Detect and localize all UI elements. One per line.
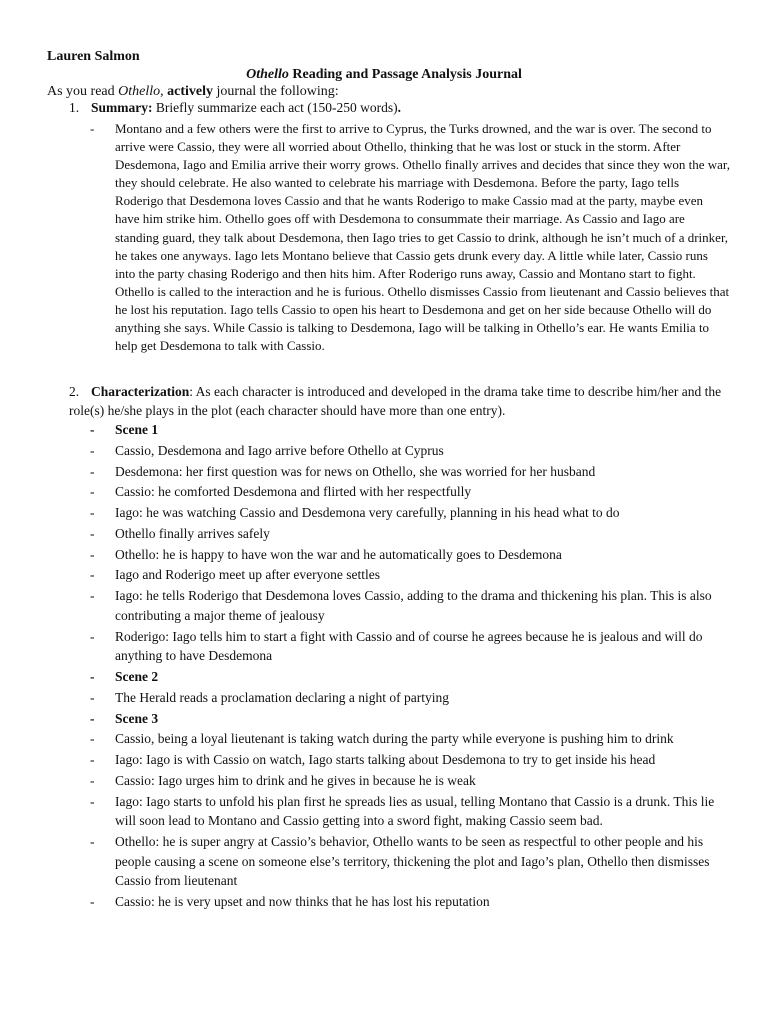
list-item-text: Iago: Iago is with Cassio on watch, Iago starts talking about Desdemona to try to get inside his head xyxy=(115,752,656,768)
list-item xyxy=(90,771,730,791)
question-label: Characterization xyxy=(91,384,190,399)
intro-book: Othello xyxy=(118,84,161,99)
scene-heading xyxy=(90,709,730,729)
intro-bold: actively xyxy=(167,84,214,99)
question-text: : As each character is introduced and developed in the drama take time to describe him/her and the role(s) he/she plays in the plot (each character should have more than one entry). xyxy=(69,384,722,418)
bullet-dash: - xyxy=(90,669,95,684)
list-item-text: The Herald reads a proclamation declaring a night of partying xyxy=(115,689,449,705)
summary-text: Montano and a few others were the first to arrive to Cyprus, the Turks drowned, and the war is over. The second to arrive were Cassio, they were all worried about Othello, thinking that he was lost or stuck in the storm. After Desdemona, Iago and Emilia arrive their worry grows. Othello finally arrives and decides that since they won the war, they should celebrate. He also wanted to celebrate his marriage with Desdemona. Before the party, Iago tells Roderigo that Desdemona loves Cassio and that he wants Roderigo to make Cassio mad at the party, maybe even have him strike him. Othello goes off with Desdemona to consummate their marriage. As Cassio and Iago are standing guard, they talk about Desdemona, then Iago tries to get Cassio to drink, although he isn’t much of a drinker, he takes one anyways. Iago lets Montano believe that Cassio gets drunk every day. A little while later, Cassio runs into the party chasing Roderigo and then hits him. After Roderigo runs away, Cassio and Montano start to fight. Othello is called to the interaction and he is furious. Othello dismisses Cassio from lieutenant and Cassio believes that he lost his reputation. Iago tells Cassio to open his heart to Desdemona and get on her side because Othello will do anything she says. While Cassio is talking to Desdemona, Iago will be talking in Othello’s ear. He wants Emilia to help get Desdemona to talk with Cassio. xyxy=(115,121,730,354)
scene-heading xyxy=(90,420,730,440)
list-item-text: Cassio: he is very upset and now thinks that he has lost his reputation xyxy=(115,894,490,910)
list-item xyxy=(90,792,730,831)
list-item-text: Scene 2 xyxy=(115,669,159,684)
list-item xyxy=(90,832,730,891)
list-item-text: Othello finally arrives safely xyxy=(115,525,270,541)
question-number: 1. xyxy=(69,100,80,115)
list-item xyxy=(90,565,730,585)
bullet-dash: - xyxy=(90,121,95,136)
bullet-dash: - xyxy=(90,567,95,583)
bullet-dash: - xyxy=(90,442,95,458)
bullet-dash: - xyxy=(90,689,95,705)
list-item-text: Cassio, being a loyal lieutenant is taking watch during the party while everyone is pushing him to drink xyxy=(115,731,674,747)
list-item-text: Scene 3 xyxy=(115,710,159,726)
bullet-dash: - xyxy=(90,772,95,788)
bullet-dash: - xyxy=(90,484,95,500)
bullet-dash: - xyxy=(90,588,95,604)
question-characterization xyxy=(69,382,729,420)
characterization-list xyxy=(90,420,730,913)
list-item xyxy=(90,750,730,770)
question-period: . xyxy=(397,100,402,115)
list-item xyxy=(90,462,730,482)
bullet-dash: - xyxy=(90,834,95,850)
list-item-text: Iago and Roderigo meet up after everyone settles xyxy=(115,567,381,583)
list-item-text: Scene 1 xyxy=(115,422,159,437)
page-title xyxy=(0,67,768,83)
question-summary xyxy=(69,100,401,116)
list-item xyxy=(90,524,730,544)
list-item-text: Iago: he tells Roderigo that Desdemona loves Cassio, adding to the drama and thickening his plan. This is also contributing a major theme of jealousy xyxy=(115,588,712,623)
list-item-text: Othello: he is happy to have won the war and he automatically goes to Desdemona xyxy=(115,546,562,562)
title-rest: Reading and Passage Analysis Journal xyxy=(288,67,522,82)
scene-heading xyxy=(90,667,730,687)
list-item-text: Desdemona: her first question was for news on Othello, she was worried for her husband xyxy=(115,463,596,479)
bullet-dash: - xyxy=(90,894,95,910)
list-item xyxy=(90,729,730,749)
list-item xyxy=(90,441,730,461)
bullet-dash: - xyxy=(90,793,95,809)
list-item-text: Iago: he was watching Cassio and Desdemona very carefully, planning in his head what to do xyxy=(115,505,620,521)
intro-comma: , xyxy=(160,84,168,99)
bullet-dash: - xyxy=(90,710,95,726)
intro-pre: As you read xyxy=(47,84,119,99)
question-label: Summary: xyxy=(91,100,153,115)
list-item xyxy=(90,627,730,666)
question-number: 2. xyxy=(69,384,80,399)
bullet-dash: - xyxy=(90,463,95,479)
intro-line xyxy=(47,84,339,100)
bullet-dash: - xyxy=(90,546,95,562)
bullet-dash: - xyxy=(90,422,95,437)
bullet-dash: - xyxy=(90,525,95,541)
list-item xyxy=(90,545,730,565)
bullet-dash: - xyxy=(90,505,95,521)
list-item-text: Othello: he is super angry at Cassio’s behavior, Othello wants to be seen as respectful to other people and his people causing a scene on someone else’s territory, thickening the plot and Iago’s plan, Othello then dismisses Cassio from lieutenant xyxy=(115,834,710,889)
list-item-text: Cassio: Iago urges him to drink and he gives in because he is weak xyxy=(115,772,476,788)
list-item xyxy=(90,688,730,708)
summary-paragraph xyxy=(90,120,730,355)
list-item-text: Iago: Iago starts to unfold his plan first he spreads lies as usual, telling Montano that Cassio is a drunk. This lie will soon lead to Montano and Cassio getting into a sword fight, making Cassio seem bad. xyxy=(115,793,715,829)
list-item-text: Roderigo: Iago tells him to start a fight with Cassio and of course he agrees because he is jealous and will do anything to have Desdemona xyxy=(115,628,703,664)
author-name: Lauren Salmon xyxy=(47,49,140,64)
list-item xyxy=(90,586,730,625)
bullet-dash: - xyxy=(90,731,95,747)
bullet-dash: - xyxy=(90,752,95,768)
intro-post: journal the following: xyxy=(213,84,339,99)
title-book: Othello xyxy=(246,67,289,82)
list-item-text: Cassio: he comforted Desdemona and flirted with her respectfully xyxy=(115,484,472,500)
list-item xyxy=(90,503,730,523)
list-item xyxy=(90,482,730,502)
question-text: Briefly summarize each act (150-250 words) xyxy=(152,100,398,115)
list-item-text: Cassio, Desdemona and Iago arrive before Othello at Cyprus xyxy=(115,442,444,458)
list-item xyxy=(90,892,730,912)
bullet-dash: - xyxy=(90,628,95,644)
